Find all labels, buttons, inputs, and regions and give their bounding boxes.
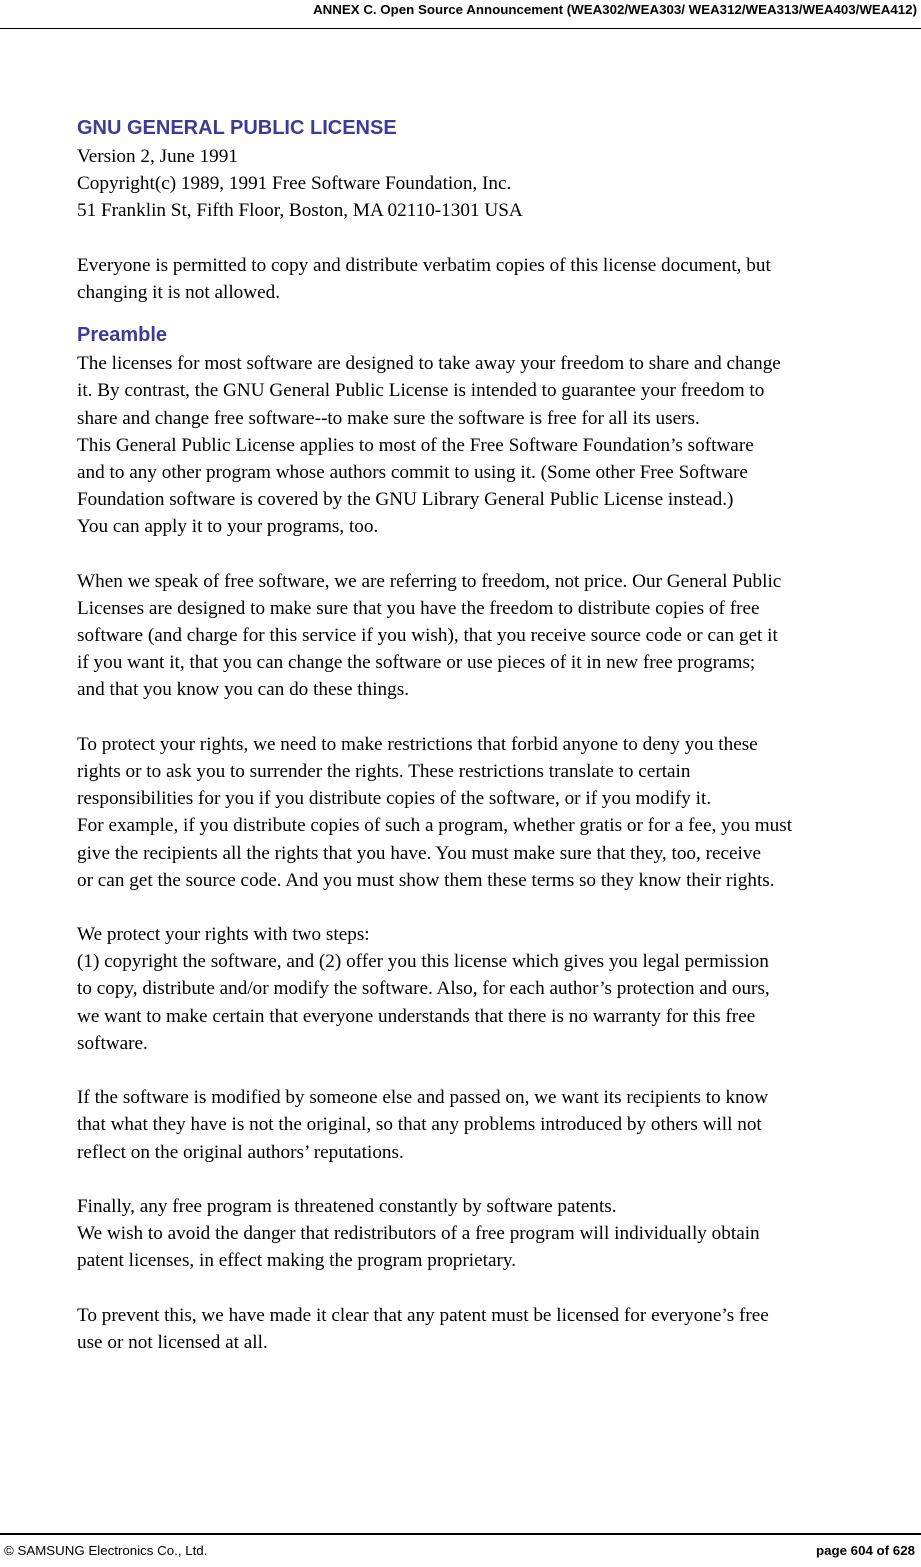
paragraph-line: patent licenses, in effect making the program proprietary. [77,1250,517,1272]
paragraph-line: To protect your rights, we need to make restrictions that forbid anyone to deny you these [77,733,758,755]
paragraph-line: For example, if you distribute copies of such a program, whether gratis or for a fee, you must [77,815,793,837]
paragraph-line: When we speak of free software, we are referring to freedom, not price. Our General Public [77,570,782,592]
paragraph-line: We wish to avoid the danger that redistributors of a free program will individually obtain [77,1223,760,1245]
paragraph-line: If the software is modified by someone else and passed on, we want its recipients to know [77,1087,769,1109]
preamble-paragraph-2 [77,568,919,704]
preamble-paragraph-6 [77,1193,919,1275]
paragraph-line: and to any other program whose authors commit to using it. (Some other Free Software [77,461,748,483]
document-body [77,113,919,1356]
paragraph-line: we want to make certain that everyone understands that there is no warranty for this free [77,1005,756,1027]
paragraph-line: Finally, any free program is threatened constantly by software patents. [77,1195,617,1217]
paragraph-line: To prevent this, we have made it clear that any patent must be licensed for everyone’s free [77,1304,769,1326]
paragraph-line: responsibilities for you if you distribute copies of the software, or if you modify it. [77,788,712,810]
preamble-paragraph-7 [77,1302,919,1356]
footer-copyright: © SAMSUNG Electronics Co., Ltd. [4,1543,208,1558]
paragraph-line: if you want it, that you can change the software or use pieces of it in new free programs; [77,652,756,674]
page-header [0,0,921,29]
annex-title: ANNEX C. Open Source Announcement (WEA302/WEA303/ WEA312/WEA313/WEA403/WEA412) [313,2,917,17]
notice-line: changing it is not allowed. [77,281,281,303]
license-copyright: Copyright(c) 1989, 1991 Free Software Foundation, Inc. [77,173,512,195]
paragraph-line: We protect your rights with two steps: [77,924,370,946]
paragraph-line: or can get the source code. And you must show them these terms so they know their rights. [77,869,775,891]
paragraph-line: Foundation software is covered by the GNU Library General Public License instead.) [77,489,734,511]
notice-line: Everyone is permitted to copy and distribute verbatim copies of this license document, but [77,254,771,276]
paragraph-line: You can apply it to your programs, too. [77,516,379,538]
paragraph-line: give the recipients all the rights that you have. You must make sure that they, too, receive [77,842,762,864]
paragraph-line: software (and charge for this service if you wish), that you receive source code or can get it [77,625,778,646]
license-title: GNU GENERAL PUBLIC LICENSE [77,117,397,139]
preamble-paragraph-5 [77,1084,919,1166]
paragraph-line: The licenses for most software are designed to take away your freedom to share and change [77,353,781,375]
paragraph-line: reflect on the original authors’ reputations. [77,1141,404,1163]
page-footer [0,1533,921,1567]
paragraph-line: rights or to ask you to surrender the rights. These restrictions translate to certain [77,760,691,782]
license-address: 51 Franklin St, Fifth Floor, Boston, MA 02110-1301 USA [77,200,523,222]
paragraph-line: This General Public License applies to most of the Free Software Foundation’s software [77,434,754,456]
paragraph-line: to copy, distribute and/or modify the software. Also, for each author’s protection and ours, [77,978,770,1000]
preamble-paragraph-4 [77,921,919,1057]
page-number: page 604 of 628 [815,1543,915,1558]
preamble-title: Preamble [77,324,168,347]
preamble-paragraph-1 [77,350,919,540]
paragraph-line: software. [77,1032,148,1054]
paragraph-line: and that you know you can do these things. [77,679,409,701]
paragraph-line: that what they have is not the original, so that any problems introduced by others will not [77,1114,762,1136]
paragraph-line: (1) copyright the software, and (2) offer you this license which gives you legal permission [77,951,769,973]
preamble-paragraph-3 [77,731,919,894]
license-version: Version 2, June 1991 [77,146,238,167]
paragraph-line: share and change free software--to make sure the software is free for all its users. [77,407,700,429]
paragraph-line: use or not licensed at all. [77,1331,268,1353]
paragraph-line: it. By contrast, the GNU General Public License is intended to guarantee your freedom to [77,380,765,402]
paragraph-line: Licenses are designed to make sure that you have the freedom to distribute copies of free [77,597,760,619]
